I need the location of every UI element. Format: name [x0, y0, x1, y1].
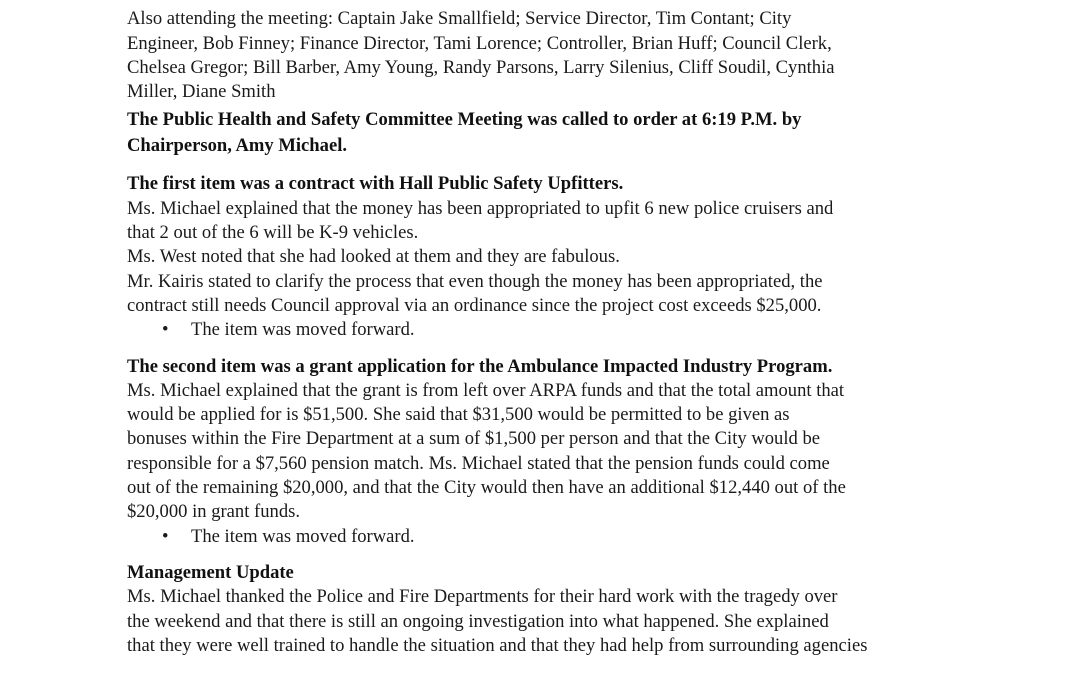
section-line: responsible for a $7,560 pension match. Ms. Michael stated that the pension funds could come: [127, 452, 830, 474]
attendance-line: Also attending the meeting: Captain Jake Smallfield; Service Director, Tim Contant; City: [127, 8, 792, 30]
attendance-paragraph: [127, 7, 967, 104]
document-page: [127, 0, 967, 658]
section-line: $20,000 in grant funds.: [127, 501, 301, 523]
section-line: Ms. Michael thanked the Police and Fire Departments for their hard work with the tragedy over: [127, 586, 838, 608]
call-to-order-line: The Public Health and Safety Committee Meeting was called to order at 6:19 P.M. by: [127, 109, 802, 131]
section-management-update: [127, 561, 967, 658]
attendance-line: Miller, Diane Smith: [127, 81, 276, 103]
section-line: Mr. Kairis stated to clarify the process that even though the money has been appropriated, the: [127, 270, 823, 292]
section-second-item: [127, 355, 967, 549]
section-line: would be applied for is $51,500. She said that $31,500 would be permitted to be given as: [127, 404, 790, 426]
section-first-item: [127, 172, 967, 342]
section-line: Ms. Michael explained that the money has been appropriated to upfit 6 new police cruisers and: [127, 197, 834, 219]
section-line: out of the remaining $20,000, and that the City would then have an additional $12,440 out of the: [127, 477, 846, 499]
bullet-item: [127, 525, 967, 549]
attendance-line: Chelsea Gregor; Bill Barber, Amy Young, Randy Parsons, Larry Silenius, Cliff Soudil, Cynthia: [127, 56, 835, 78]
section-line: the weekend and that there is still an ongoing investigation into what happened. She explained: [127, 610, 829, 632]
section-line: that they were well trained to handle the situation and that they had help from surrounding agencies: [127, 634, 868, 656]
section-heading: Management Update: [127, 561, 294, 583]
bullet-item: [127, 318, 967, 342]
section-heading: The first item was a contract with Hall Public Safety Upfitters.: [127, 173, 624, 195]
call-to-order: [127, 107, 967, 159]
call-to-order-line: Chairperson, Amy Michael.: [127, 135, 348, 157]
bullet-icon: •: [162, 319, 169, 341]
section-heading: The second item was a grant application for the Ambulance Impacted Industry Program.: [127, 355, 833, 377]
attendance-line: Engineer, Bob Finney; Finance Director, Tami Lorence; Controller, Brian Huff; Council Clerk,: [127, 32, 832, 54]
section-line: Ms. West noted that she had looked at them and they are fabulous.: [127, 246, 620, 268]
section-line: contract still needs Council approval via an ordinance since the project cost exceeds $25,000.: [127, 294, 822, 316]
section-line: bonuses within the Fire Department at a sum of $1,500 per person and that the City would be: [127, 428, 820, 450]
section-line: Ms. Michael explained that the grant is from left over ARPA funds and that the total amount that: [127, 379, 845, 401]
section-line: that 2 out of the 6 will be K-9 vehicles.: [127, 222, 419, 244]
bullet-icon: •: [162, 525, 169, 547]
bullet-text: The item was moved forward.: [191, 525, 415, 547]
bullet-text: The item was moved forward.: [191, 319, 415, 341]
